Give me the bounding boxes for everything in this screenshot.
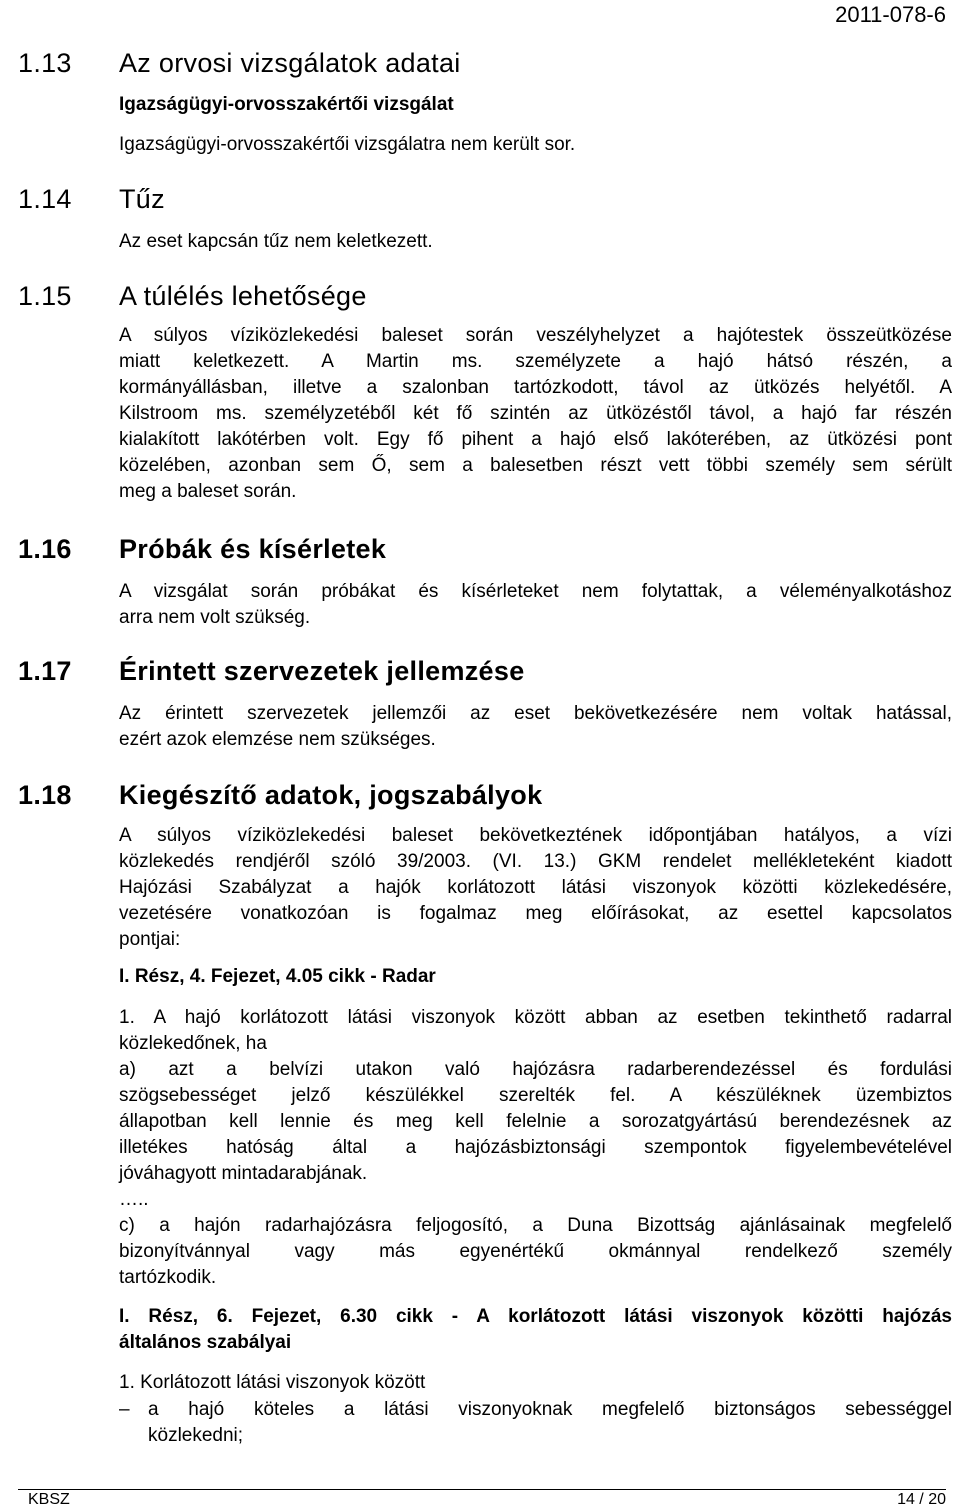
text-line: általános szabályai <box>119 1332 292 1353</box>
footer-org: KBSZ <box>28 1491 70 1508</box>
text-line: közlekedőnek, ha <box>119 1033 267 1054</box>
subheading-visibility-rules <box>119 1304 952 1356</box>
section-title: Érintett szervezetek jellemzése <box>119 656 525 686</box>
section-title: Az orvosi vizsgálatok adatai <box>119 48 461 78</box>
page-number: 14 / 20 <box>897 1491 946 1508</box>
text-line: kormányállásban, illetve a szalonban tartózkodott, távol az ütközés helyétől. A <box>119 377 952 398</box>
text-line: közlekedés rendjéről szóló 39/2003. (VI. 13.) GKM rendelet mellékleteként kiadott <box>119 851 952 872</box>
section-number: 1.13 <box>18 48 72 78</box>
subheading-radar: I. Rész, 4. Fejezet, 4.05 cikk - Radar <box>119 966 436 987</box>
text-line: I. Rész, 6. Fejezet, 6.30 cikk - A korlátozott látási viszonyok közötti hajózás <box>119 1306 952 1327</box>
text-line: miatt keletkezett. A Martin ms. személyzete a hajó hátsó részén, a <box>119 351 952 372</box>
paragraph: Az eset kapcsán tűz nem keletkezett. <box>119 231 433 252</box>
text-line: A vizsgálat során próbákat és kísérleteket nem folytattak, a véleményalkotáshoz <box>119 581 952 602</box>
text-line: a) azt a belvízi utakon való hajózásra radarberendezéssel és fordulási <box>119 1059 952 1080</box>
section-number: 1.17 <box>18 656 72 686</box>
paragraph: Igazságügyi-orvosszakértői vizsgálatra nem került sor. <box>119 134 576 155</box>
footer-divider <box>18 1489 946 1490</box>
text-line: állapotban kell lennie és meg kell felelnie a sorozatgyártású berendezésnek az <box>119 1111 952 1132</box>
text-line: Hajózási Szabályzat a hajók korlátozott látási viszonyok közötti közlekedésére, <box>119 877 952 898</box>
section-title: Próbák és kísérletek <box>119 534 387 564</box>
text-line: Az érintett szervezetek jellemzői az eset bekövetkezésére nem voltak hatással, <box>119 703 952 724</box>
text-line: kialakított lakótérben volt. Egy fő pihent a hajó első lakóterében, az ütközési pont <box>119 429 952 450</box>
ellipsis-line: ….. <box>119 1189 149 1210</box>
text-line: a hajó köteles a látási viszonyoknak megfelelő biztonságos sebességgel <box>148 1399 952 1420</box>
text-line: tartózkodik. <box>119 1267 217 1288</box>
text-line: illetékes hatóság által a hajózásbiztonsági szempontok figyelembevételével <box>119 1137 952 1158</box>
section-number: 1.14 <box>18 184 72 214</box>
section-title: Tűz <box>119 184 165 214</box>
text-line: bizonyítvánnyal vagy más egyenértékű okmánnyal rendelkező személy <box>119 1241 952 1262</box>
section-1-16-body <box>119 579 952 631</box>
document-id: 2011-078-6 <box>835 2 946 27</box>
dash-list-item <box>119 1397 952 1449</box>
text-line: c) a hajón radarhajózásra feljogosító, a Duna Bizottság ajánlásainak megfelelő <box>119 1215 952 1236</box>
section-number: 1.15 <box>18 281 72 311</box>
text-line: Kilstroom ms. személyzetéből két fő szintén az ütközéstől távol, a hajó far részén <box>119 403 952 424</box>
section-number: 1.16 <box>18 534 72 564</box>
text-line: A súlyos víziközlekedési baleset során veszélyhelyzet a hajótestek összeütközése <box>119 325 952 346</box>
section-1-18-intro <box>119 823 952 953</box>
text-line: pontjai: <box>119 929 181 950</box>
section-1-13-body <box>119 92 952 158</box>
text-line: arra nem volt szükség. <box>119 607 311 628</box>
text-line: ezért azok elemzése nem szükséges. <box>119 729 436 750</box>
text-line: meg a baleset során. <box>119 481 297 502</box>
section-1-15-body <box>119 323 952 505</box>
text-line: A súlyos víziközlekedési baleset bekövetkeztének időpontjában hatályos, a vízi <box>119 825 952 846</box>
section-1-17-body <box>119 701 952 753</box>
text-line: vezetésére vonatkozóan is fogalmaz meg előírásokat, az esettel kapcsolatos <box>119 903 952 924</box>
subheading: Igazságügyi-orvosszakértői vizsgálat <box>119 94 454 115</box>
radar-rule-text <box>119 1005 952 1291</box>
dash-bullet: – <box>119 1399 130 1420</box>
text-line: jóváhagyott mintadarabjának. <box>119 1163 368 1184</box>
section-1-14-body <box>119 229 952 255</box>
list-item-text <box>148 1397 952 1449</box>
text-line: 1. A hajó korlátozott látási viszonyok között abban az esetben tekinthető radarral <box>119 1007 952 1028</box>
text-line: szögsebességet jelző készülékkel szerelték fel. A készüléknek üzembiztos <box>119 1085 952 1106</box>
section-title: A túlélés lehetősége <box>119 281 367 311</box>
section-title: Kiegészítő adatok, jogszabályok <box>119 780 543 810</box>
text-line: 1. Korlátozott látási viszonyok között <box>119 1372 426 1393</box>
text-line: közelében, azonban sem Ő, sem a balesetben részt vett többi személy sem sérült <box>119 455 952 476</box>
section-number: 1.18 <box>18 780 72 810</box>
text-line: közlekedni; <box>148 1425 244 1446</box>
rule-item <box>119 1370 952 1396</box>
